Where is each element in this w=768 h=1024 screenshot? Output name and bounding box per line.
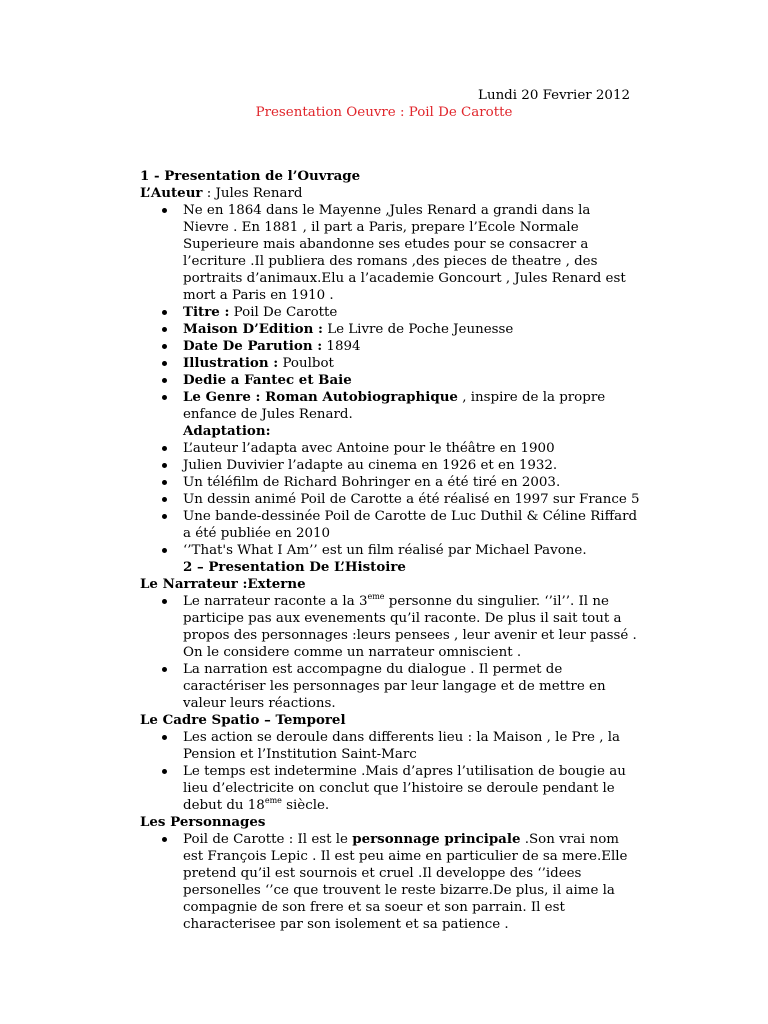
- list-item: Julien Duvivier l’adapte au cinema en 1926 et en 1932.: [140, 457, 640, 474]
- list-item: [140, 593, 640, 661]
- document-title-text: Presentation Oeuvre : Poil De Carotte: [255, 105, 513, 120]
- list-item-illustration: [140, 355, 640, 372]
- text-run: Poil de Carotte : Il est le: [183, 832, 353, 847]
- list-item: [140, 763, 640, 814]
- fact-value: Le Livre de Poche Jeunesse: [322, 322, 514, 337]
- document-title: [0, 104, 768, 121]
- fact-label: Dedie a Fantec et Baie: [183, 372, 352, 388]
- narrator-heading: Le Narrateur :Externe: [140, 576, 306, 592]
- adaptation-heading: Adaptation:: [183, 423, 271, 439]
- list-item-genre: [140, 389, 640, 423]
- list-item-title: [140, 304, 640, 321]
- fact-label: Maison D’Edition :: [183, 321, 323, 337]
- list-item-dedication: [140, 372, 640, 389]
- list-item: Un téléfilm de Richard Bohringer en a été tiré en 2003.: [140, 474, 640, 491]
- document-date: Lundi 20 Fevrier 2012: [478, 88, 630, 103]
- fact-label: Le Genre : Roman Autobiographique: [183, 389, 458, 405]
- characters-list: [140, 831, 640, 933]
- fact-value: Poil De Carotte: [229, 305, 338, 320]
- fact-label: Illustration :: [183, 355, 279, 371]
- setting-heading: Le Cadre Spatio – Temporel: [140, 712, 346, 728]
- fact-label: Titre :: [183, 304, 230, 320]
- text-run: Le temps est indetermine .Mais d’apres l’utilisation de bougie au lieu d’electricite on conclut que l’histoire se deroule pendant le debut du 18: [183, 764, 626, 813]
- list-item: [140, 831, 640, 933]
- section-heading-histoire: 2 – Presentation De L’Histoire: [183, 559, 406, 575]
- fact-label: Date De Parution :: [183, 338, 323, 354]
- list-item: Un dessin animé Poil de Carotte a été réalisé en 1997 sur France 5: [140, 491, 640, 508]
- text-run: siècle.: [281, 798, 330, 813]
- list-item: Une bande-dessinée Poil de Carotte de Luc Duthil & Céline Riffard a été publiée en 2010: [140, 508, 640, 542]
- facts-list: [140, 202, 640, 423]
- setting-list: [140, 729, 640, 814]
- list-item: Les action se deroule dans differents lieu : la Maison , le Pre , la Pension et l’Institution Saint-Marc: [140, 729, 640, 763]
- narrator-list: [140, 593, 640, 712]
- characters-heading: Les Personnages: [140, 814, 266, 830]
- author-value: : Jules Renard: [202, 186, 303, 201]
- superscript: eme: [264, 796, 282, 805]
- section-heading-ouvrage: 1 - Presentation de l’Ouvrage: [140, 168, 361, 184]
- fact-value: , inspire de la propre enfance de Jules Renard.: [183, 390, 606, 422]
- text-run: personne du singulier. ‘’il’’. Il ne participe pas aux evenements qu’il raconte. De plus il sait tout a propos des personnages :leurs pensees , leur avenir et leur passé . On le considere comme un narrateur omniscient .: [183, 594, 637, 660]
- list-item: La narration est accompagne du dialogue . Il permet de caractériser les personnages par leur langage et de mettre en valeur leurs réactions.: [140, 661, 640, 712]
- fact-value: Poulbot: [278, 356, 334, 371]
- author-line: [140, 185, 640, 202]
- superscript: eme: [367, 592, 385, 601]
- list-item: ‘’That's What I Am’’ est un film réalisé par Michael Pavone.: [140, 542, 640, 559]
- fact-value: 1894: [322, 339, 361, 354]
- author-label: L’Auteur: [140, 185, 203, 201]
- list-item-publisher: [140, 321, 640, 338]
- list-item-bio: Ne en 1864 dans le Mayenne ,Jules Renard a grandi dans la Nievre . En 1881 , il part a Paris, prepare l’Ecole Normale Superieure mais abandonne ses etudes pour se consacrer a l’ecriture .Il publiera des romans ,des pieces de theatre , des portraits d’animaux.Elu a l’academie Goncourt , Jules Renard est mort a Paris en 1910 .: [140, 202, 640, 304]
- list-item-date: [140, 338, 640, 355]
- document-body: [140, 168, 640, 933]
- list-item: L’auteur l’adapta avec Antoine pour le théâtre en 1900: [140, 440, 640, 457]
- text-run: .Son vrai nom est François Lepic . Il est peu aime en particulier de sa mere.Elle pretend qu’il est sournois et cruel .Il developpe des ‘’idees personelles ‘’ce que trouvent le reste bizarre.De plus, il aime la compagnie de son frere et sa soeur et son parrain. Il est characterisee par son isolement et sa patience .: [183, 832, 628, 932]
- adaptations-list: [140, 440, 640, 559]
- bold-run: personnage principale: [352, 831, 521, 847]
- text-run: Le narrateur raconte a la 3: [183, 594, 368, 609]
